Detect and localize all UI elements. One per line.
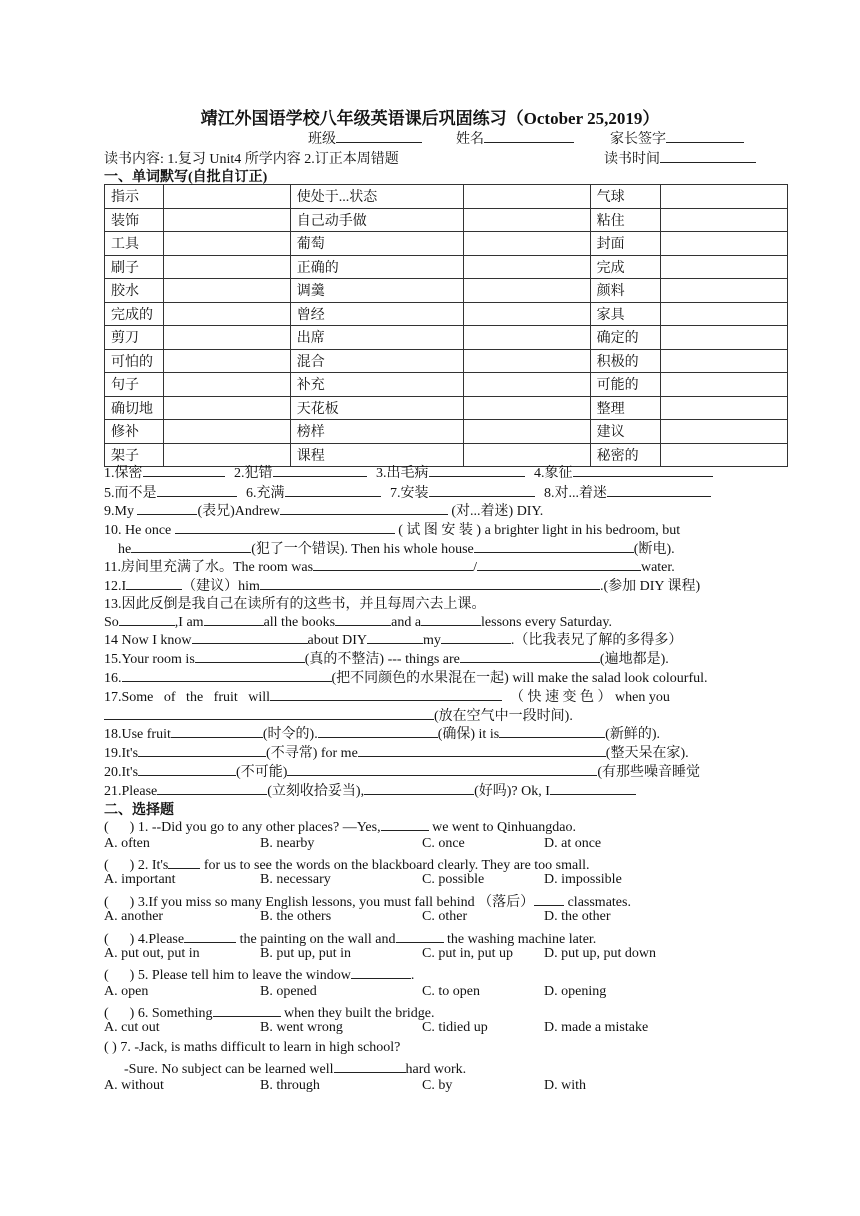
s10-text-c: he xyxy=(118,542,132,557)
s19-text-b: (不寻常) for me xyxy=(266,746,358,761)
phrase-4-blank[interactable] xyxy=(573,462,713,477)
s12-text: 12.I xyxy=(104,579,127,594)
parent-signature-blank[interactable] xyxy=(666,128,744,143)
parent-signature-field xyxy=(610,128,744,148)
phrase-6: 6.充满 xyxy=(246,486,285,501)
phrase-8-blank[interactable] xyxy=(607,482,711,497)
s14-blank-1[interactable] xyxy=(192,629,308,644)
s21-blank-1[interactable] xyxy=(157,780,267,795)
phrase-1: 1.保密 xyxy=(104,466,143,481)
vocab-answer-left[interactable] xyxy=(163,302,290,326)
s18-blank-1[interactable] xyxy=(171,723,263,738)
q1-text: ( ) 1. --Did you go to any other places? —Yes, xyxy=(104,820,381,835)
s19-text-c: (整天呆在家). xyxy=(605,746,689,761)
vocab-answer-left[interactable] xyxy=(163,420,290,444)
vocab-row xyxy=(105,326,788,350)
q4-text-c: the washing machine later. xyxy=(447,932,597,947)
q2-option-c[interactable]: C. possible xyxy=(422,872,485,887)
s12-blank-1[interactable] xyxy=(126,575,182,590)
s14-blank-3[interactable] xyxy=(441,629,511,644)
q4-text: ( ) 4.Please xyxy=(104,932,185,947)
s21-blank-3[interactable] xyxy=(550,780,636,795)
s10-text: 10. He once xyxy=(104,523,172,538)
s16-blank-1[interactable] xyxy=(122,667,332,682)
q2-blank[interactable] xyxy=(168,854,200,869)
phrase-7-blank[interactable] xyxy=(429,482,535,497)
question-7: ( ) 7. -Jack, is maths difficult to learn in high school? xyxy=(104,1040,401,1055)
s18-text-b: (时令的). xyxy=(262,727,318,742)
sentence-21 xyxy=(104,780,794,800)
s12-blank-2[interactable] xyxy=(260,575,600,590)
s17-blank-1[interactable] xyxy=(270,686,502,701)
phrase-1-blank[interactable] xyxy=(143,462,225,477)
q5-text: ( ) 5. Please tell him to leave the window xyxy=(104,968,351,983)
s9-text: 9.My xyxy=(104,504,134,519)
q2-text-b: for us to see the words on the blackboard clearly. They are too small. xyxy=(203,858,590,873)
vocab-answer-middle[interactable] xyxy=(463,326,590,350)
s17-text-c: (放在空气中一段时间). xyxy=(434,709,573,724)
s11-blank-1[interactable] xyxy=(313,556,473,571)
q3-option-b[interactable]: B. the others xyxy=(260,909,332,924)
vocab-answer-left[interactable] xyxy=(163,208,290,232)
q5-option-a[interactable]: A. open xyxy=(104,984,149,999)
q6-option-c[interactable]: C. tidied up xyxy=(422,1020,488,1035)
s16-text: 16. xyxy=(104,671,122,686)
q1-option-a[interactable]: A. often xyxy=(104,836,150,851)
vocab-answer-right[interactable] xyxy=(660,326,787,350)
question-3 xyxy=(104,891,794,911)
s19-blank-1[interactable] xyxy=(138,742,266,757)
q2-option-b[interactable]: B. necessary xyxy=(260,872,331,887)
vocab-row xyxy=(105,208,788,232)
q1-option-d[interactable]: D. at once xyxy=(544,836,602,851)
s13-text-f: lessons every Saturday. xyxy=(481,615,612,630)
vocab-row xyxy=(105,255,788,279)
vocab-prompt-right: 可能的 xyxy=(590,373,660,397)
question-2 xyxy=(104,854,794,874)
vocab-prompt-right: 整理 xyxy=(590,396,660,420)
vocab-prompt-left: 剪刀 xyxy=(105,326,164,350)
sentence-10-cont xyxy=(118,538,808,558)
reading-time-label: 读书时间 xyxy=(604,152,660,167)
q6-text: ( ) 6. Something xyxy=(104,1006,213,1021)
q4-option-d[interactable]: D. put up, put down xyxy=(544,946,656,961)
sentence-18 xyxy=(104,723,794,743)
q7-text-b: -Sure. No subject can be learned well xyxy=(124,1062,334,1077)
sentence-11 xyxy=(104,556,794,576)
vocab-row xyxy=(105,420,788,444)
s13-text-c: ,I am xyxy=(174,615,204,630)
phrase-8: 8.对...着迷 xyxy=(544,486,607,501)
vocab-prompt-middle: 正确的 xyxy=(290,255,463,279)
s13-blank-3[interactable] xyxy=(335,611,391,626)
phrase-5-blank[interactable] xyxy=(157,482,237,497)
vocab-prompt-right: 家具 xyxy=(590,302,660,326)
phrase-line-2 xyxy=(104,482,794,502)
s10-blank-2[interactable] xyxy=(131,538,251,553)
s20-text-c: (有那些噪音睡觉 xyxy=(597,765,701,780)
vocab-prompt-right: 封面 xyxy=(590,232,660,256)
s17-text-b: （ 快 速 变 色 ） when you xyxy=(510,690,670,705)
vocab-row xyxy=(105,279,788,303)
vocab-prompt-middle: 曾经 xyxy=(290,302,463,326)
vocab-prompt-left: 指示 xyxy=(105,185,164,209)
sentence-12 xyxy=(104,575,794,595)
phrase-3-blank[interactable] xyxy=(429,462,525,477)
s13-text-b: So xyxy=(104,615,119,630)
phrase-5: 5.而不是 xyxy=(104,486,157,501)
s10-blank-1[interactable] xyxy=(175,519,395,534)
q1-option-b[interactable]: B. nearby xyxy=(260,836,315,851)
s21-text-b: (立刻收拾妥当), xyxy=(267,784,365,799)
vocab-row xyxy=(105,185,788,209)
sentence-15 xyxy=(104,648,794,668)
s16-text-b: (把不同颜色的水果混在一起) will make the salad look colourful. xyxy=(331,671,708,686)
vocab-prompt-middle: 调羹 xyxy=(290,279,463,303)
question-5 xyxy=(104,964,794,984)
vocab-prompt-right: 积极的 xyxy=(590,349,660,373)
sentence-14 xyxy=(104,629,794,649)
question-6 xyxy=(104,1002,794,1022)
vocab-prompt-left: 工具 xyxy=(105,232,164,256)
name-label: 姓名 xyxy=(456,132,484,147)
q6-option-d[interactable]: D. made a mistake xyxy=(544,1020,649,1035)
vocab-prompt-left: 胶水 xyxy=(105,279,164,303)
s20-blank-1[interactable] xyxy=(138,761,236,776)
vocab-table xyxy=(104,184,788,467)
q7-option-c[interactable]: C. by xyxy=(422,1078,453,1093)
question-1 xyxy=(104,816,794,836)
vocab-answer-left[interactable] xyxy=(163,349,290,373)
vocab-prompt-left: 架子 xyxy=(105,443,164,467)
vocab-answer-right[interactable] xyxy=(660,232,787,256)
vocab-prompt-left: 确切地 xyxy=(105,396,164,420)
vocab-prompt-left: 完成的 xyxy=(105,302,164,326)
vocab-prompt-left: 句子 xyxy=(105,373,164,397)
q3-option-a[interactable]: A. another xyxy=(104,909,164,924)
vocab-prompt-right: 秘密的 xyxy=(590,443,660,467)
vocab-answer-left[interactable] xyxy=(163,373,290,397)
s12-text-b: （建议）him xyxy=(182,579,260,594)
q1-option-c[interactable]: C. once xyxy=(422,836,465,851)
s20-text-b: (不可能) xyxy=(236,765,288,780)
s11-blank-2[interactable] xyxy=(477,556,641,571)
vocab-answer-right[interactable] xyxy=(660,396,787,420)
phrase-6-blank[interactable] xyxy=(285,482,381,497)
phrase-2: 2.犯错 xyxy=(234,466,273,481)
s14-text-d: .（比我表兄了解的多得多） xyxy=(510,633,683,648)
s13-blank-4[interactable] xyxy=(421,611,481,626)
vocab-prompt-right: 完成 xyxy=(590,255,660,279)
vocab-answer-right[interactable] xyxy=(660,420,787,444)
s17-blank-2[interactable] xyxy=(104,705,434,720)
s19-text: 19.It's xyxy=(104,746,139,761)
vocab-prompt-right: 建议 xyxy=(590,420,660,444)
q4-text-b: the painting on the wall and xyxy=(239,932,396,947)
vocab-answer-middle[interactable] xyxy=(463,255,590,279)
sentence-20 xyxy=(104,761,794,781)
sentence-19 xyxy=(104,742,794,762)
sentence-17-cont xyxy=(104,705,794,725)
vocab-prompt-left: 修补 xyxy=(105,420,164,444)
q3-option-c[interactable]: C. other xyxy=(422,909,468,924)
q2-option-d[interactable]: D. impossible xyxy=(544,872,622,887)
s9-text-b: (表兄)Andrew xyxy=(197,504,280,519)
s15-blank-2[interactable] xyxy=(460,648,600,663)
s18-text-c: (确保) it is xyxy=(437,727,500,742)
phrase-2-blank[interactable] xyxy=(273,462,367,477)
vocab-prompt-right: 气球 xyxy=(590,185,660,209)
q5-blank[interactable] xyxy=(351,964,411,979)
s20-blank-2[interactable] xyxy=(287,761,597,776)
vocab-answer-middle[interactable] xyxy=(463,420,590,444)
vocab-answer-middle[interactable] xyxy=(463,349,590,373)
s9-text-c: (对...着迷) DIY. xyxy=(451,504,544,519)
vocab-answer-right[interactable] xyxy=(660,208,787,232)
vocab-row xyxy=(105,302,788,326)
s9-blank-1[interactable] xyxy=(137,500,197,515)
question-7-cont xyxy=(124,1058,814,1078)
q4-blank-1[interactable] xyxy=(184,928,236,943)
vocab-prompt-middle: 天花板 xyxy=(290,396,463,420)
sentence-17 xyxy=(104,686,794,706)
vocab-answer-middle[interactable] xyxy=(463,373,590,397)
q7-option-a[interactable]: A. without xyxy=(104,1078,164,1093)
s10-text-b: ( 试 图 安 装 ) a brighter light in his bedroom, but xyxy=(398,523,681,538)
vocab-answer-right[interactable] xyxy=(660,255,787,279)
vocab-answer-right[interactable] xyxy=(660,373,787,397)
s15-text-b: (真的不整洁) --- things are xyxy=(304,652,460,667)
s18-blank-3[interactable] xyxy=(499,723,605,738)
s13-text-e: and a xyxy=(391,615,422,630)
s17-text: 17.Some of the fruit will xyxy=(104,690,271,705)
vocab-prompt-middle: 使处于...状态 xyxy=(290,185,463,209)
phrase-3: 3.出毛病 xyxy=(376,466,429,481)
s18-text: 18.Use fruit xyxy=(104,727,171,742)
s18-blank-2[interactable] xyxy=(318,723,438,738)
sentence-10 xyxy=(104,519,794,539)
vocab-answer-right[interactable] xyxy=(660,279,787,303)
sentence-9 xyxy=(104,500,794,520)
vocab-answer-left[interactable] xyxy=(163,279,290,303)
s13-text-d: all the books xyxy=(263,615,336,630)
s21-text-c: (好吗)? Ok, I xyxy=(474,784,550,799)
sentence-13-fill xyxy=(104,611,794,631)
vocab-answer-left[interactable] xyxy=(163,396,290,420)
q6-option-b[interactable]: B. went wrong xyxy=(260,1020,343,1035)
vocab-prompt-left: 可怕的 xyxy=(105,349,164,373)
section2-heading: 二、选择题 xyxy=(104,803,174,818)
vocab-row xyxy=(105,373,788,397)
vocab-row xyxy=(105,396,788,420)
vocab-row xyxy=(105,232,788,256)
sentence-16 xyxy=(104,667,794,687)
q4-option-b[interactable]: B. put up, put in xyxy=(260,946,352,961)
phrase-4: 4.象征 xyxy=(534,466,573,481)
vocab-prompt-middle: 榜样 xyxy=(290,420,463,444)
s11-text: 11.房间里充满了水。The room was xyxy=(104,560,314,575)
name-blank[interactable] xyxy=(484,128,574,143)
q3-text: ( ) 3.If you miss so many English lessons, you must fall behind （落后） xyxy=(104,895,535,910)
s10-blank-3[interactable] xyxy=(474,538,634,553)
sentence-13: 13.因此反倒是我自己在读所有的这些书，并且每周六去上课。 xyxy=(104,597,486,612)
vocab-answer-left[interactable] xyxy=(163,232,290,256)
vocab-prompt-left: 装饰 xyxy=(105,208,164,232)
s13-blank-1[interactable] xyxy=(119,611,175,626)
s12-text-c: .(参加 DIY 课程) xyxy=(599,579,701,594)
vocab-answer-middle[interactable] xyxy=(463,232,590,256)
q1-blank[interactable] xyxy=(381,816,429,831)
s18-text-d: (新鲜的). xyxy=(605,727,660,742)
question-4 xyxy=(104,928,794,948)
q2-option-a[interactable]: A. important xyxy=(104,872,176,887)
s11-text-b: / xyxy=(473,560,477,575)
q5-option-d[interactable]: D. opening xyxy=(544,984,607,999)
s11-text-c: water. xyxy=(640,560,675,575)
s20-text: 20.It's xyxy=(104,765,139,780)
vocab-answer-right[interactable] xyxy=(660,349,787,373)
q7-option-d[interactable]: D. with xyxy=(544,1078,586,1093)
s10-text-e: (断电). xyxy=(633,542,675,557)
name-field xyxy=(456,128,574,148)
page-title: 靖江外国语学校八年级英语课后巩固练习（October 25,2019） xyxy=(200,109,660,128)
s15-blank-1[interactable] xyxy=(195,648,305,663)
s15-text: 15.Your room is xyxy=(104,652,195,667)
q5-text-b: . xyxy=(410,968,415,983)
vocab-answer-right[interactable] xyxy=(660,185,787,209)
s14-text-b: about DIY xyxy=(307,633,367,648)
phrase-line-1 xyxy=(104,462,794,482)
s13-blank-2[interactable] xyxy=(204,611,264,626)
q4-option-c[interactable]: C. put in, put up xyxy=(422,946,514,961)
class-label: 班级 xyxy=(308,132,336,147)
class-field xyxy=(308,128,422,148)
vocab-prompt-right: 确定的 xyxy=(590,326,660,350)
s21-text: 21.Please xyxy=(104,784,158,799)
s19-blank-2[interactable] xyxy=(358,742,606,757)
vocab-answer-left[interactable] xyxy=(163,255,290,279)
vocab-answer-middle[interactable] xyxy=(463,185,590,209)
vocab-prompt-right: 颜料 xyxy=(590,279,660,303)
vocab-prompt-right: 粘住 xyxy=(590,208,660,232)
q3-text-b: classmates. xyxy=(567,895,631,910)
vocab-prompt-middle: 葡萄 xyxy=(290,232,463,256)
q6-blank[interactable] xyxy=(213,1002,281,1017)
q3-blank[interactable] xyxy=(534,891,564,906)
reading-content: 读书内容: 1.复习 Unit4 所学内容 2.订正本周错题 xyxy=(104,152,399,167)
reading-time-blank[interactable] xyxy=(660,148,756,163)
section1-heading: 一、单词默写(自批自订正) xyxy=(104,170,268,185)
s14-text: 14 Now I know xyxy=(104,633,192,648)
q6-text-b: when they built the bridge. xyxy=(284,1006,435,1021)
q2-text: ( ) 2. It's xyxy=(104,858,169,873)
s21-blank-2[interactable] xyxy=(364,780,474,795)
q5-option-b[interactable]: B. opened xyxy=(260,984,317,999)
vocab-prompt-middle: 补充 xyxy=(290,373,463,397)
q7-text-c: hard work. xyxy=(405,1062,467,1077)
vocab-prompt-middle: 混合 xyxy=(290,349,463,373)
vocab-answer-left[interactable] xyxy=(163,185,290,209)
reading-time-field xyxy=(604,148,756,168)
class-blank[interactable] xyxy=(336,128,422,143)
vocab-row xyxy=(105,349,788,373)
q6-option-a[interactable]: A. cut out xyxy=(104,1020,160,1035)
q4-blank-2[interactable] xyxy=(396,928,444,943)
vocab-answer-right[interactable] xyxy=(660,302,787,326)
vocab-prompt-middle: 课程 xyxy=(290,443,463,467)
s14-blank-2[interactable] xyxy=(367,629,423,644)
s15-text-c: (遍地都是). xyxy=(599,652,669,667)
vocab-prompt-middle: 出席 xyxy=(290,326,463,350)
vocab-answer-middle[interactable] xyxy=(463,208,590,232)
q1-text-b: we went to Qinhuangdao. xyxy=(432,820,576,835)
s9-blank-2[interactable] xyxy=(280,500,448,515)
vocab-prompt-left: 刷子 xyxy=(105,255,164,279)
q5-option-c[interactable]: C. to open xyxy=(422,984,480,999)
vocab-answer-middle[interactable] xyxy=(463,396,590,420)
s14-text-c: my xyxy=(423,633,441,648)
vocab-answer-left[interactable] xyxy=(163,326,290,350)
s10-text-d: (犯了一个错误). Then his whole house xyxy=(251,542,474,557)
vocab-prompt-middle: 自己动手做 xyxy=(290,208,463,232)
vocab-answer-middle[interactable] xyxy=(463,302,590,326)
q7-blank[interactable] xyxy=(334,1058,406,1073)
q7-option-b[interactable]: B. through xyxy=(260,1078,320,1093)
vocab-answer-middle[interactable] xyxy=(463,279,590,303)
q3-option-d[interactable]: D. the other xyxy=(544,909,611,924)
q4-option-a[interactable]: A. put out, put in xyxy=(104,946,200,961)
parent-signature-label: 家长签字 xyxy=(610,132,666,147)
phrase-7: 7.安装 xyxy=(390,486,429,501)
